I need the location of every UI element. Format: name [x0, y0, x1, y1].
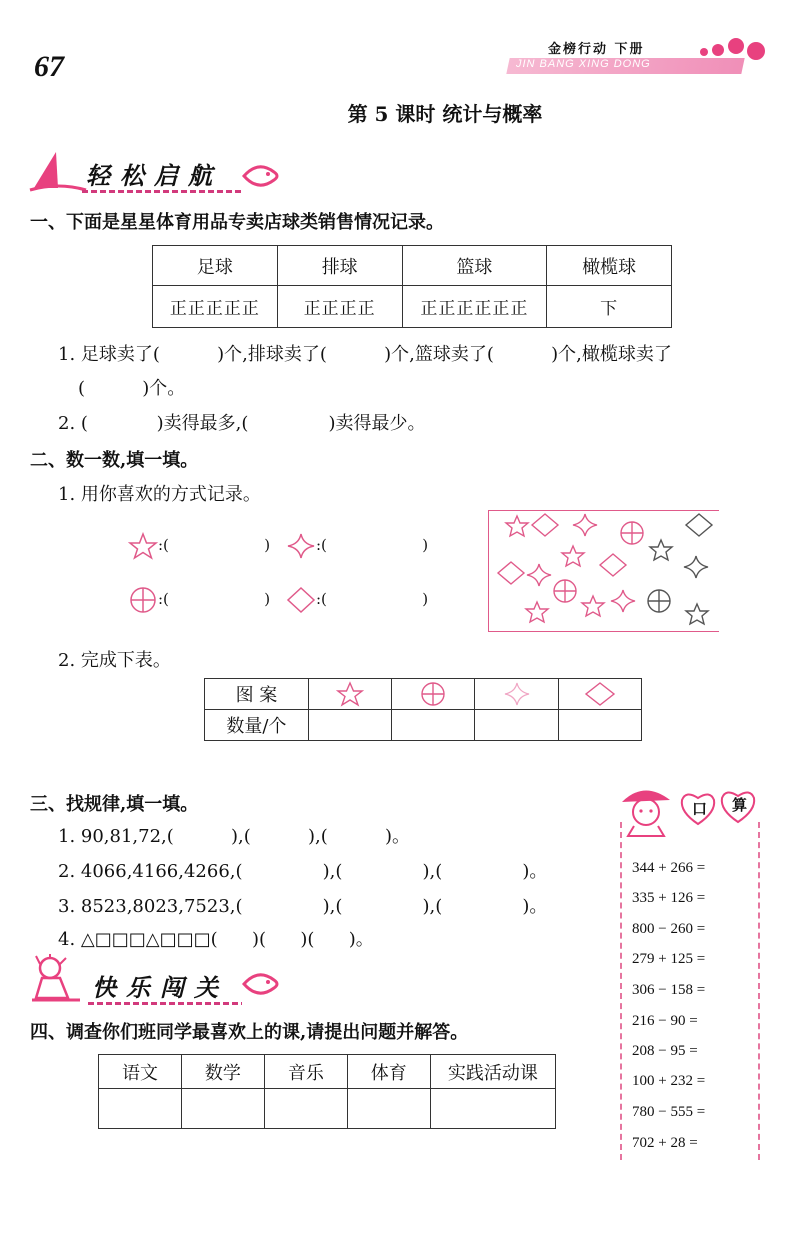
header-pe: 体育 [347, 1055, 430, 1089]
lesson-title: 第 5 课时 统计与概率 [347, 102, 543, 126]
section1-heading: 一、下面是星星体育用品专卖店球类销售情况记录。 [30, 212, 444, 233]
mental-item: 100 + 232 = [632, 1073, 706, 1089]
count-diamond-cell[interactable] [558, 710, 641, 741]
survey-cell-pe[interactable] [347, 1089, 430, 1129]
mental-item: 208 − 95 = [632, 1043, 698, 1059]
fish-icon [240, 158, 284, 194]
banner-happy: 快乐闯关 [92, 973, 228, 1002]
mental-item: 306 − 158 = [632, 982, 706, 998]
s2-question2: 2. 完成下表。 [58, 650, 171, 671]
sailboat-icon [28, 148, 88, 194]
cell-star [308, 679, 391, 710]
count-star-cell[interactable] [308, 710, 391, 741]
banner-underline [88, 1002, 242, 1005]
tally-rugby: 下 [547, 286, 672, 328]
brand-subtitle: JIN BANG XING DONG [516, 58, 651, 70]
survey-cell-math[interactable] [181, 1089, 264, 1129]
cell-four-point-star [475, 679, 558, 710]
s1-question1-line2: ( )个。 [78, 378, 186, 399]
diamond-icon [584, 681, 616, 707]
header-rugby: 橄榄球 [547, 246, 672, 286]
circle-cross-icon [419, 681, 447, 707]
mental-label-2: 算 [732, 796, 748, 814]
mental-item: 216 − 90 = [632, 1013, 698, 1029]
fish-icon [240, 966, 284, 1002]
pattern-item-4: 4. △□□□△□□□( )( )( )。 [58, 929, 374, 950]
header-football: 足球 [153, 246, 278, 286]
shape-box [488, 510, 719, 632]
shape-scatter [489, 511, 719, 631]
header-basketball: 篮球 [402, 246, 547, 286]
brand-title: 金榜行动 下册 [548, 42, 645, 57]
kid-icon [28, 954, 86, 1004]
section3-heading: 三、找规律,填一填。 [30, 794, 199, 815]
diamond-count-blank[interactable]: :( ) [316, 590, 429, 608]
banner-underline [82, 190, 242, 193]
pattern-item-2: 2. 4066,4166,4266,( ),( ),( )。 [58, 861, 548, 882]
mental-item: 702 + 28 = [632, 1135, 698, 1151]
pattern-row-label: 图 案 [205, 679, 309, 710]
header-volleyball: 排球 [277, 246, 402, 286]
s2-question1: 1. 用你喜欢的方式记录。 [58, 484, 261, 505]
four-point-star-count-blank[interactable]: :( ) [316, 536, 429, 554]
count-row-label: 数量/个 [205, 710, 309, 741]
pattern-table [204, 678, 642, 741]
s1-question2: 2. ( )卖得最多,( )卖得最少。 [58, 413, 426, 434]
count-four-point-star-cell[interactable] [475, 710, 558, 741]
cell-circle [392, 679, 475, 710]
header-chinese: 语文 [99, 1055, 182, 1089]
mental-item: 335 + 126 = [632, 890, 706, 906]
tally-volleyball: 正正正正 [277, 286, 402, 328]
tally-football: 正正正正正 [153, 286, 278, 328]
pattern-item-1: 1. 90,81,72,( ),( ),( )。 [58, 826, 411, 847]
mental-item: 279 + 125 = [632, 951, 706, 967]
star-icon [336, 681, 364, 707]
mental-item: 780 − 555 = [632, 1104, 706, 1120]
mental-panel-right-border [758, 822, 760, 1160]
count-circle-cell[interactable] [392, 710, 475, 741]
diamond-icon [286, 586, 316, 614]
section4-heading: 四、调查你们班同学最喜欢上的课,请提出问题并解答。 [30, 1022, 469, 1043]
pattern-item-3: 3. 8523,8023,7523,( ),( ),( )。 [58, 896, 548, 917]
s1-question1-line1: 1. 足球卖了( )个,排球卖了( )个,篮球卖了( )个,橄榄球卖了 [58, 344, 672, 365]
header-math: 数学 [181, 1055, 264, 1089]
survey-cell-music[interactable] [264, 1089, 347, 1129]
survey-cell-chinese[interactable] [99, 1089, 182, 1129]
four-point-star-icon [286, 532, 316, 560]
survey-table [98, 1054, 556, 1129]
section2-heading: 二、数一数,填一填。 [30, 450, 199, 471]
sales-table [152, 245, 672, 328]
banner-easy: 轻松启航 [86, 161, 222, 190]
tally-basketball: 正正正正正正 [402, 286, 547, 328]
four-point-star-icon [503, 681, 531, 707]
page-number: 67 [34, 50, 64, 83]
star-count-blank[interactable]: :( ) [158, 536, 271, 554]
mental-label-1: 口 [692, 800, 708, 818]
survey-cell-practice[interactable] [430, 1089, 555, 1129]
cell-diamond [558, 679, 641, 710]
mental-item: 800 − 260 = [632, 921, 706, 937]
circle-cross-icon [128, 586, 158, 614]
header-music: 音乐 [264, 1055, 347, 1089]
star-icon [128, 532, 158, 560]
mental-item: 344 + 266 = [632, 860, 706, 876]
circle-count-blank[interactable]: :( ) [158, 590, 271, 608]
header-practice: 实践活动课 [430, 1055, 555, 1089]
